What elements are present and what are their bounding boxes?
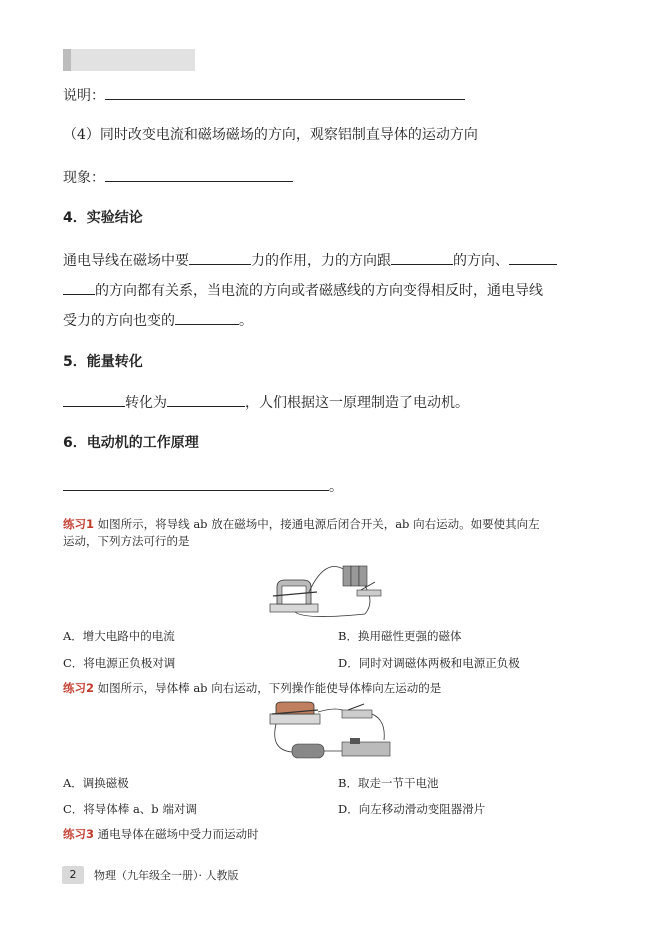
ex1-option-b[interactable]: B．换用磁性更强的磁体 <box>338 629 462 643</box>
exercise-1-text: 练习1 如图所示，将导线 ab 放在磁场中，接通电源后闭合开关，ab 向右运动。如要使其向左 <box>63 517 540 531</box>
section-4-title: 4．实验结论 <box>63 210 143 226</box>
step-4: （4）同时改变电流和磁场磁场的方向，观察铝制直导体的运动方向 <box>63 127 478 143</box>
ex1-option-a[interactable]: A．增大电路中的电流 <box>63 629 175 643</box>
phenomenon-line: 现象： <box>63 167 293 188</box>
ex1-option-d[interactable]: D．同时对调磁体两极和电源正负极 <box>338 656 520 670</box>
ex2-option-c[interactable]: C．将导体棒 a、b 端对调 <box>63 802 197 816</box>
sec4-paragraph-3: 受力的方向也变的 。 <box>63 310 253 331</box>
sec4-paragraph-2: 的方向都有关系，当电流的方向或者磁感线的方向变得相反时，通电导线 <box>63 280 543 301</box>
sec6-blank: 。 <box>63 476 343 497</box>
page-number: 2 <box>62 866 84 884</box>
section-6-title: 6．电动机的工作原理 <box>63 435 199 451</box>
section-5-title: 5．能量转化 <box>63 354 143 370</box>
sec5-paragraph: 转化为 ，人们根据这一原理制造了电动机。 <box>63 392 469 413</box>
ex2-option-b[interactable]: B．取走一节干电池 <box>338 776 439 790</box>
exercise-1-figure <box>265 552 390 622</box>
sec4-paragraph-1: 通电导线在磁场中要 力的作用，力的方向跟 的方向、 <box>63 250 557 271</box>
section-header-bar <box>63 49 195 71</box>
exercise-1-text-2: 运动，下列方法可行的是 <box>63 534 190 548</box>
footer-text: 物理（九年级全一册）· 人教版 <box>94 869 239 882</box>
ex2-option-d[interactable]: D．向左移动滑动变阻器滑片 <box>338 802 486 816</box>
exercise-2-text: 练习2 如图所示，导体棒 ab 向右运动，下列操作能使导体棒向左运动的是 <box>63 681 442 695</box>
exercise-3-text: 练习3 通电导体在磁场中受力而运动时 <box>63 827 259 841</box>
explain-line: 说明： <box>63 85 465 106</box>
exercise-2-figure <box>268 700 403 770</box>
ex1-option-c[interactable]: C．将电源正负极对调 <box>63 656 176 670</box>
ex2-option-a[interactable]: A．调换磁极 <box>63 776 129 790</box>
